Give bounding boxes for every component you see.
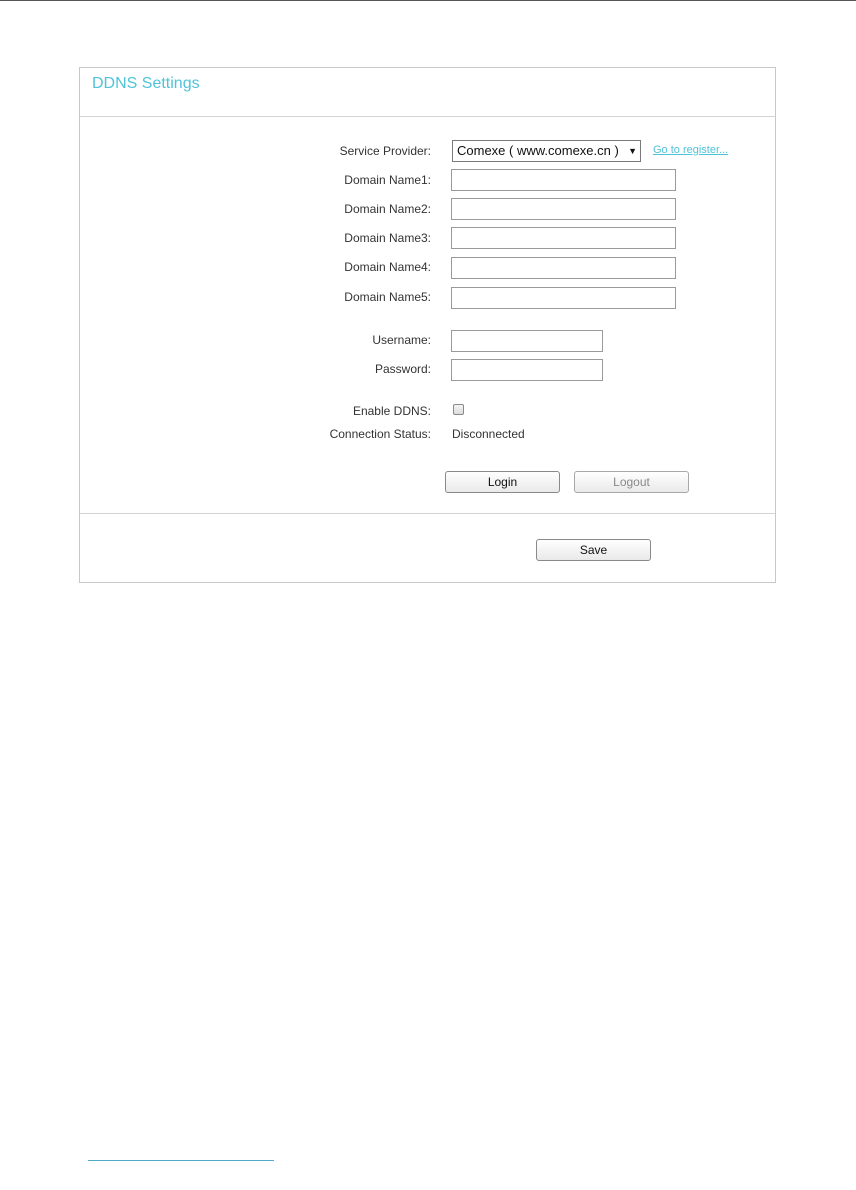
domain-name1-input[interactable] [451, 169, 676, 191]
ddns-settings-panel [79, 67, 776, 583]
password-input[interactable] [451, 359, 603, 381]
username-input[interactable] [451, 330, 603, 352]
domain-name1-label: Domain Name1: [344, 173, 431, 187]
domain-name4-label: Domain Name4: [344, 260, 431, 274]
top-rule [0, 0, 856, 1]
enable-ddns-checkbox[interactable] [453, 404, 464, 415]
domain-name5-label: Domain Name5: [344, 290, 431, 304]
footer-divider [80, 513, 775, 514]
title-divider [80, 116, 775, 117]
username-label: Username: [372, 333, 431, 347]
footer-underline [88, 1160, 274, 1161]
dropdown-arrow-icon: ▼ [628, 146, 637, 156]
password-label: Password: [374, 362, 431, 376]
domain-name5-input[interactable] [451, 287, 676, 309]
connection-status-value: Disconnected [452, 427, 525, 441]
domain-name3-label: Domain Name3: [344, 231, 431, 245]
connection-status-label: Connection Status: [329, 427, 431, 441]
enable-ddns-label: Enable DDNS: [352, 404, 431, 418]
go-to-register-link[interactable]: Go to register... [653, 144, 729, 156]
domain-name4-input[interactable] [451, 257, 676, 279]
domain-name2-input[interactable] [451, 198, 676, 220]
domain-name2-label: Domain Name2: [344, 202, 431, 216]
panel-title: DDNS Settings [92, 75, 200, 92]
logout-button[interactable]: Logout [574, 471, 689, 493]
service-provider-label: Service Provider: [339, 144, 431, 158]
login-button[interactable]: Login [445, 471, 560, 493]
domain-name3-input[interactable] [451, 227, 676, 249]
service-provider-selected-value: Comexe ( www.comexe.cn ) [457, 143, 619, 158]
service-provider-select[interactable] [452, 140, 641, 162]
save-button[interactable]: Save [536, 539, 651, 561]
